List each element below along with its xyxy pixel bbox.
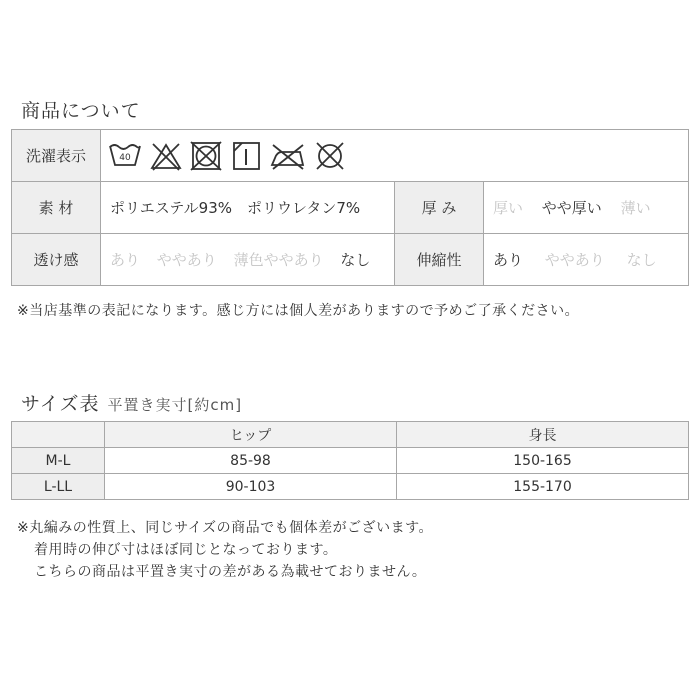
size-height-cell: 155-170 [397,474,689,500]
stretch-option: なし [626,251,657,269]
dry-clean-prohibited-icon [313,140,347,172]
product-info-note: ※当店基準の表記になります。感じ方には個人差がありますので予めご了承ください。 [17,303,580,319]
sheer-options [101,234,395,286]
size-header-cell: 身長 [397,422,689,448]
material-value: ポリエステル93% ポリウレタン7% [101,182,395,234]
size-hip-cell: 85-98 [105,448,397,474]
size-name-cell: M-L [12,448,105,474]
size-name-cell: L-LL [12,474,105,500]
thickness-label: 厚 み [395,182,484,234]
material-row [12,182,689,234]
size-table-heading: サイズ表 [21,393,100,415]
size-header-cell [12,422,105,448]
product-info-table [11,129,689,286]
washing-row [12,130,689,182]
size-table [11,421,689,500]
thickness-option: 薄い [620,199,651,217]
size-notes [17,517,433,583]
sheer-option: ややあり [156,251,217,269]
wash-40-icon [107,139,143,173]
sheer-option-selected: なし [340,251,371,269]
line-dry-shade-icon [229,140,263,172]
sheer-row [12,234,689,286]
size-table-subtitle: 平置き実寸[約cm] [107,396,243,414]
size-hip-cell: 90-103 [105,474,397,500]
product-info-title: 商品について [21,100,141,122]
sheer-option: 薄色ややあり [233,251,324,269]
sheer-label: 透け感 [12,234,101,286]
size-height-cell: 150-165 [397,448,689,474]
stretch-option-selected: あり [493,251,524,269]
size-note-line: ※丸編みの性質上、同じサイズの商品でも個体差がございます。 [17,520,433,536]
thickness-option-selected: やや厚い [541,199,602,217]
thickness-option: 厚い [493,199,524,217]
size-header-cell: ヒップ [105,422,397,448]
size-table-title [21,389,242,416]
size-table-header [12,422,689,448]
wash-temp: 40 [119,152,131,163]
table-row [12,448,689,474]
thickness-options [484,182,689,234]
bleach-prohibited-icon [149,140,183,172]
table-row [12,474,689,500]
stretch-options [484,234,689,286]
tumble-dry-prohibited-icon [189,140,223,172]
sheer-option: あり [110,251,141,269]
material-label: 素 材 [12,182,101,234]
stretch-option: ややあり [544,251,605,269]
care-icons [101,139,688,173]
size-note-line: こちらの商品は平置き実寸の差がある為載せておりません。 [34,564,427,580]
iron-prohibited-icon [269,140,307,172]
stretch-label: 伸縮性 [395,234,484,286]
washing-label: 洗濯表示 [12,130,101,182]
size-note-line: 着用時の伸び寸はほぼ同じとなっております。 [34,542,338,558]
care-icons-cell [101,130,689,182]
